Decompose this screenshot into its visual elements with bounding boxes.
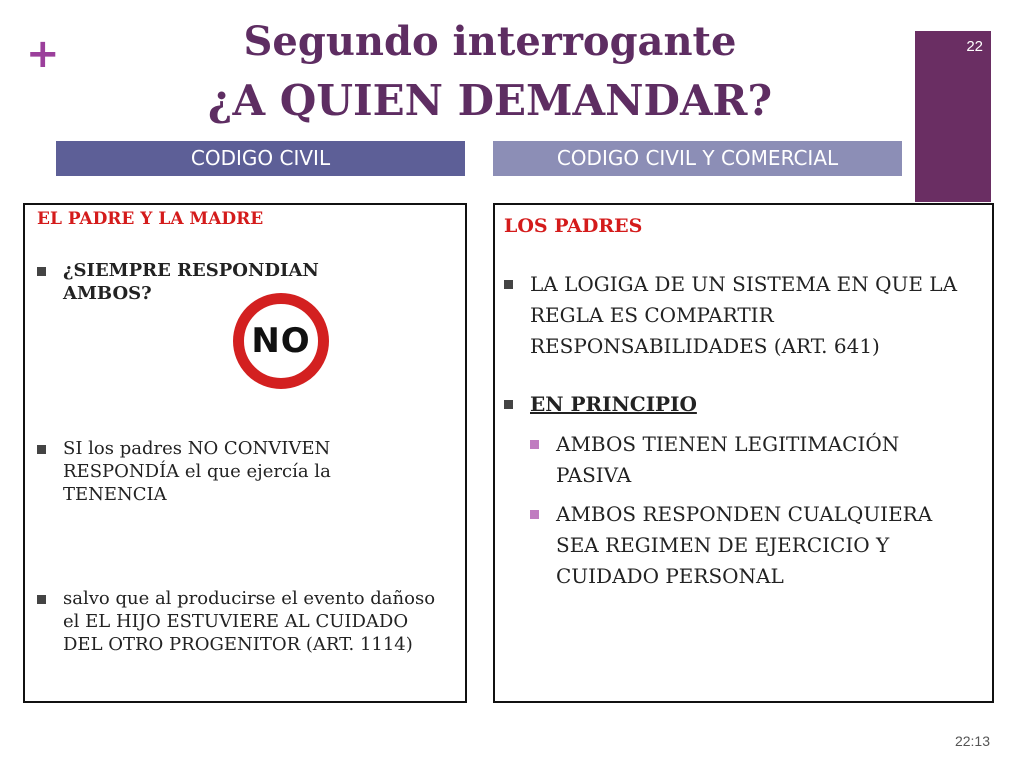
square-bullet-icon [504, 400, 513, 409]
right-sub-bullet-1 [530, 429, 956, 491]
square-bullet-icon [504, 280, 513, 289]
right-bullet-2 [504, 389, 697, 420]
left-bullet-1 [37, 259, 437, 305]
plus-decoration-icon: + [26, 31, 60, 77]
right-content-box [493, 203, 994, 703]
slide-number: 22 [966, 38, 983, 55]
left-bullet-2 [37, 437, 437, 506]
left-column-header: CODIGO CIVIL [56, 141, 465, 176]
no-sign-text: NO [251, 321, 311, 361]
square-bullet-icon [37, 267, 46, 276]
right-sub-bullet-2-text: AMBOS RESPONDEN CUALQUIERA SEA REGIMEN DE EJERCICIO Y CUIDADO PERSONAL [556, 502, 933, 588]
left-bullet-3 [37, 587, 437, 656]
no-sign-icon [233, 293, 329, 389]
right-column-header: CODIGO CIVIL Y COMERCIAL [493, 141, 902, 176]
square-subbullet-icon [530, 510, 539, 519]
left-bullet-3-tail: (ART. 1114) [300, 634, 413, 655]
left-content-box [23, 203, 467, 703]
right-bullet-2-text: EN PRINCIPIO [530, 392, 697, 416]
footer-time: 22:13 [954, 733, 990, 749]
left-bullet-3-text [63, 587, 437, 656]
square-bullet-icon [37, 445, 46, 454]
right-bullet-1-text: LA LOGIGA DE UN SISTEMA EN QUE LA REGLA ES COMPARTIR RESPONSABILIDADES (ART. 641) [530, 272, 958, 358]
left-box-heading: EL PADRE Y LA MADRE [37, 209, 264, 229]
square-subbullet-icon [530, 440, 539, 449]
slide-title-line1: Segundo interrogante [243, 18, 737, 65]
left-bullet-1-text: ¿SIEMPRE RESPONDIAN AMBOS? [63, 260, 319, 304]
right-sub-bullet-2 [530, 499, 976, 592]
left-bullet-3-plain: salvo que al producirse el evento dañoso el [63, 588, 436, 632]
left-bullet-3-emphasis: EL HIJO ESTUVIERE AL CUIDADO DEL OTRO PROGENITOR [63, 611, 409, 655]
square-bullet-icon [37, 595, 46, 604]
right-bullet-1 [504, 269, 970, 362]
right-box-heading: LOS PADRES [504, 215, 643, 237]
slide-title-line2: ¿A QUIEN DEMANDAR? [207, 76, 773, 125]
right-sub-bullet-1-text: AMBOS TIENEN LEGITIMACIÓN PASIVA [556, 432, 900, 487]
left-bullet-2-text: SI los padres NO CONVIVEN RESPONDÍA el que ejercía la TENENCIA [63, 438, 331, 505]
accent-bar [915, 31, 991, 202]
